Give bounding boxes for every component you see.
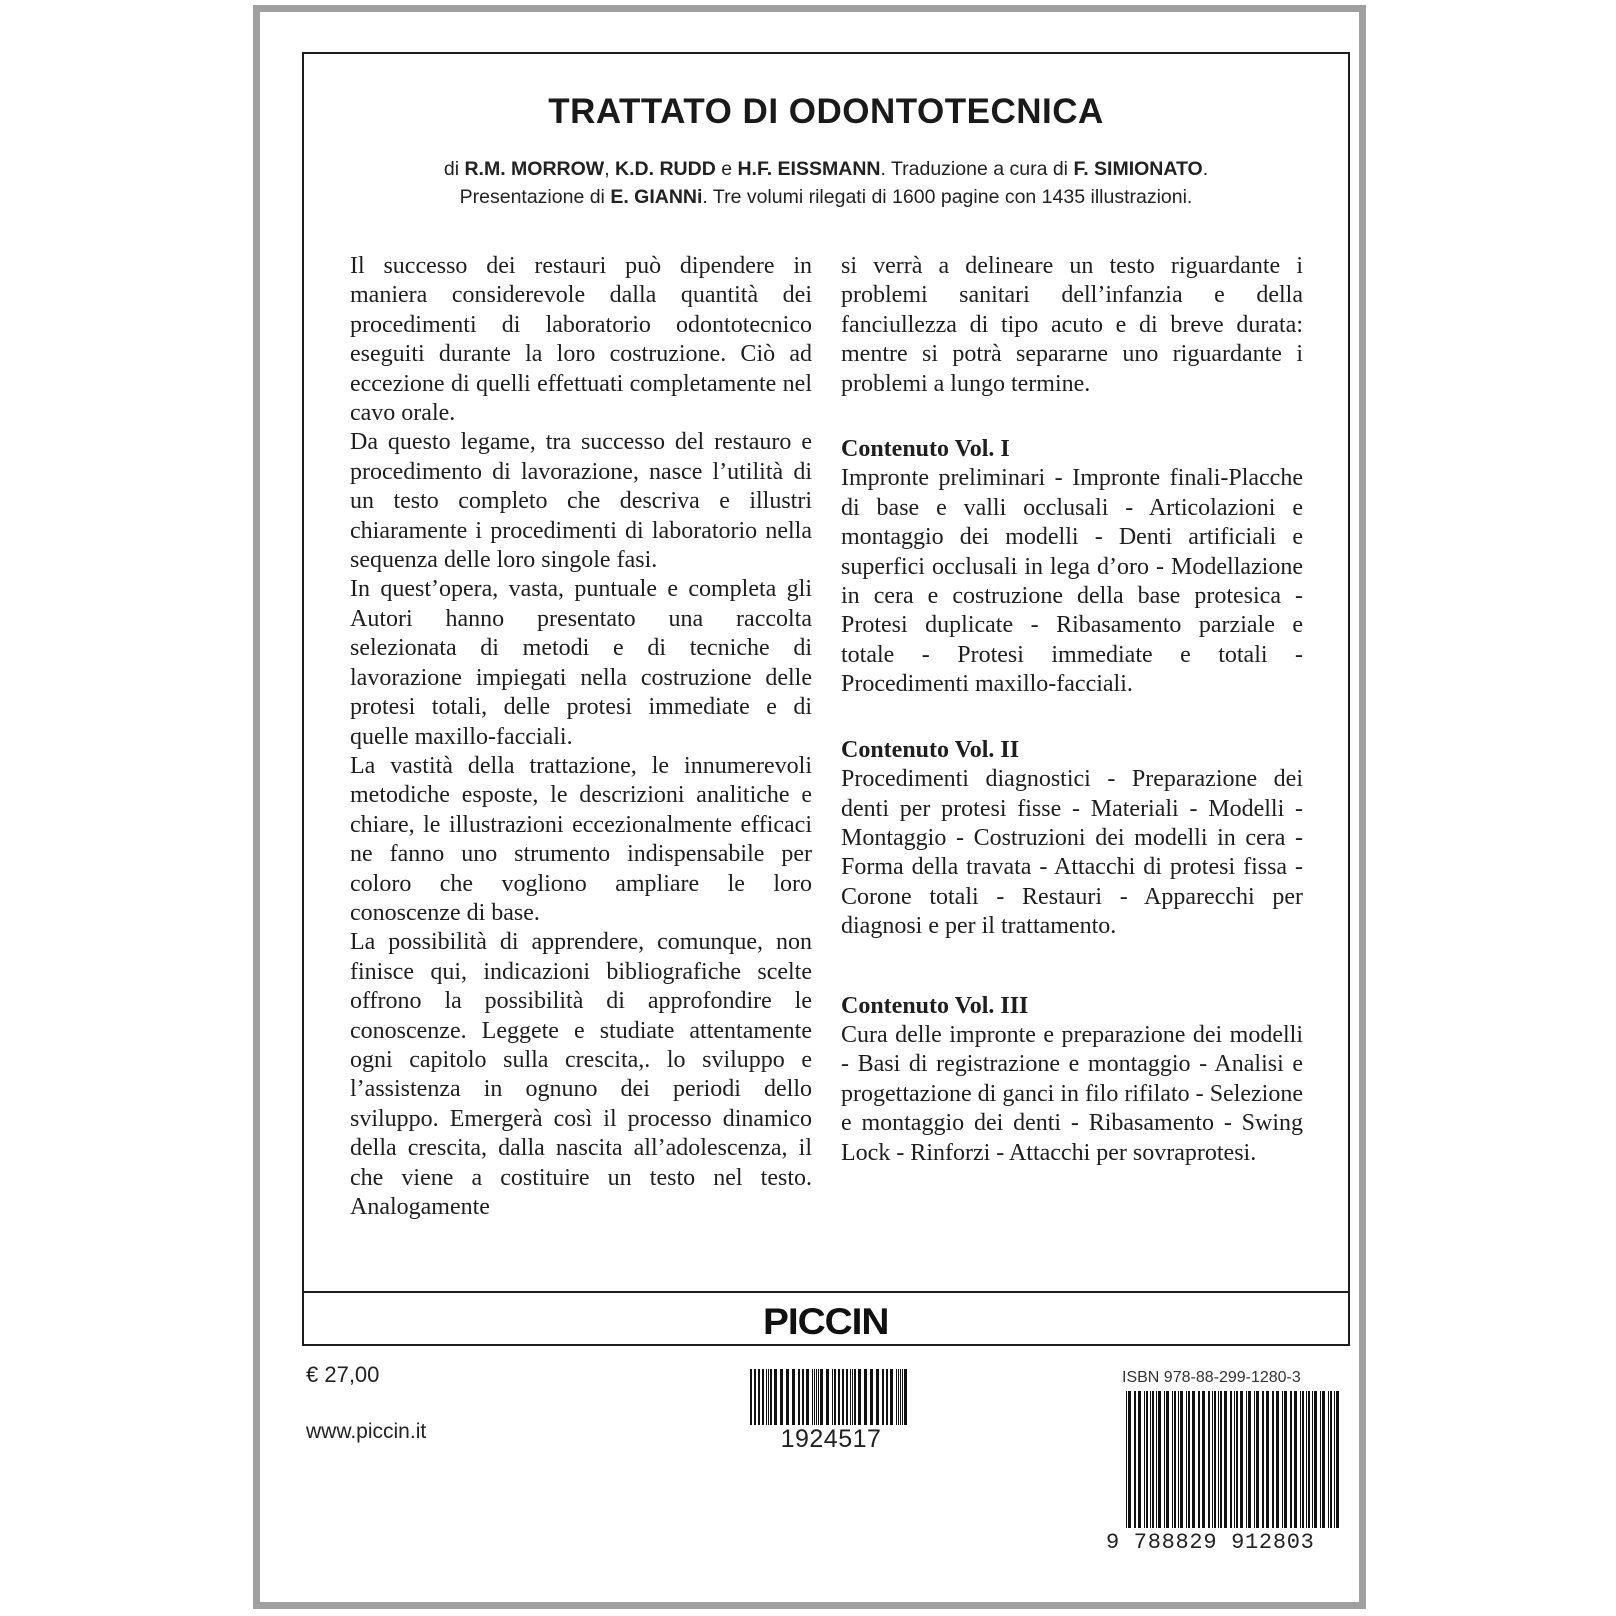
barcode-bar (1220, 1391, 1222, 1528)
barcode-bar (1320, 1391, 1321, 1528)
translator-name: F. SIMIONATO (1073, 158, 1203, 180)
barcode-bar (1328, 1391, 1329, 1528)
barcode-bar (770, 1369, 772, 1425)
barcode-bar (890, 1369, 893, 1425)
isbn-label: ISBN 978-88-299-1280-3 (1122, 1369, 1301, 1386)
volume-contents-text: Impronte preliminari - Impronte finali-Placche di base e valli occlusali - Articolazioni e montaggio dei modelli - Denti artificiali e superfici occlusali in lega d’oro - Modellazione in cera e costruzione della base protesica - Protesi duplicate - Ribasamento parziale e totale - Protesi immediate e totali - Procedimenti maxillo-facciali. (841, 465, 1303, 698)
barcode-bar (1198, 1391, 1200, 1528)
barcode-bar (774, 1369, 777, 1425)
barcode-bar (1174, 1391, 1176, 1528)
barcode-bar (1256, 1391, 1259, 1528)
barcode-bar (816, 1369, 817, 1425)
barcode-bar (1150, 1391, 1151, 1528)
publisher-website: www.piccin.it (306, 1420, 427, 1443)
book-title: TRATTATO DI ODONTOTECNICA (548, 92, 1104, 131)
barcode-bar (864, 1369, 867, 1425)
barcode-bar (870, 1369, 873, 1425)
barcode-bar (818, 1369, 819, 1425)
internal-code-number: 1924517 (780, 1425, 882, 1453)
separator: . (1202, 158, 1209, 180)
barcode-bar (814, 1369, 815, 1425)
barcode-bar (1312, 1391, 1313, 1528)
barcode-bar (1166, 1391, 1169, 1528)
barcode-bar (798, 1369, 800, 1425)
barcode-bar (854, 1369, 856, 1425)
barcode-bar (1336, 1391, 1339, 1528)
barcode-bar (1144, 1391, 1145, 1528)
credits-line-presentation (304, 186, 1348, 209)
barcode-bar (1138, 1391, 1141, 1528)
credits-prefix: di (443, 158, 465, 180)
barcode-bar (758, 1369, 760, 1425)
barcode-bar (1218, 1391, 1219, 1528)
barcode-bar (1308, 1391, 1310, 1528)
barcode-bar (1254, 1391, 1255, 1528)
barcode-bar (858, 1369, 861, 1425)
volume-2-contents (841, 736, 1303, 942)
barcode-bar (1192, 1391, 1195, 1528)
barcode-bar (896, 1369, 897, 1425)
barcode-bar (1306, 1391, 1307, 1528)
barcode-bar (766, 1369, 767, 1425)
price-label: € 27,00 (306, 1362, 380, 1387)
cover-text-frame (302, 52, 1350, 1346)
barcode-bar (876, 1369, 879, 1425)
barcode-bar (1276, 1391, 1279, 1528)
volume-heading: Contenuto Vol. I (841, 436, 1010, 463)
barcode-bar (768, 1369, 769, 1425)
barcode-bar (832, 1369, 833, 1425)
barcode-bar (792, 1369, 795, 1425)
description-left-column (350, 252, 812, 1222)
barcode-bar (1234, 1391, 1235, 1528)
barcode-bar (1212, 1391, 1213, 1528)
barcode-bar (1236, 1391, 1238, 1528)
barcode-bar (1180, 1391, 1183, 1528)
barcode-bar (846, 1369, 848, 1425)
barcode-bar (1202, 1391, 1205, 1528)
barcode-bar (1300, 1391, 1301, 1528)
barcode-bar (1302, 1391, 1304, 1528)
barcode-bar (1156, 1391, 1157, 1528)
barcode-bar (1330, 1391, 1332, 1528)
barcode-bar (1146, 1391, 1148, 1528)
barcode-bar (842, 1369, 844, 1425)
ean-barcode (1126, 1391, 1339, 1528)
barcode-bar (838, 1369, 840, 1425)
barcode-bar (1240, 1391, 1243, 1528)
ean-number: 9 788829 912803 (1106, 1530, 1315, 1555)
barcode-bar (1188, 1391, 1190, 1528)
volume-3-contents (841, 992, 1303, 1168)
description-paragraph: si verrà a delineare un testo riguardante i problemi sanitari dell’infanzia e della fanciullezza di tipo acuto e di breve durata: mentre si potrà separarne uno riguardante i problemi a lungo termine. (841, 253, 1303, 397)
barcode-bar (900, 1369, 901, 1425)
credits-line-authors (304, 158, 1348, 181)
barcode-bar (1230, 1391, 1232, 1528)
author-name: K.D. RUDD (615, 158, 716, 180)
author-name: R.M. MORROW (464, 158, 605, 180)
barcode-bar (1262, 1391, 1264, 1528)
barcode-bar (1134, 1391, 1136, 1528)
barcode-bar (886, 1369, 888, 1425)
barcode-bar (902, 1369, 903, 1425)
barcode-bar (826, 1369, 829, 1425)
barcode-bar (1164, 1391, 1165, 1528)
barcode-bar (1314, 1391, 1317, 1528)
volume-1-contents (841, 435, 1303, 700)
description-right-column (841, 252, 1303, 1168)
author-name: H.F. EISSMANN (737, 158, 881, 180)
barcode-bar (1158, 1391, 1161, 1528)
description-paragraph: In quest’opera, vasta, puntuale e completa gli Autori hanno presentato una raccolta selezionata di metodi e di tecniche di lavorazione impiegati nella costruzione delle protesi totali, delle protesi immediate e di quelle maxillo-facciali. (350, 576, 812, 750)
volume-heading: Contenuto Vol. III (841, 992, 1029, 1019)
barcode-bar (1284, 1391, 1287, 1528)
barcode-bar (750, 1369, 752, 1425)
barcode-bar (1152, 1391, 1154, 1528)
barcode-bar (1128, 1391, 1131, 1528)
barcode-bar (780, 1369, 783, 1425)
publisher-logo: PICCIN (763, 1300, 889, 1342)
barcode-bar (812, 1369, 813, 1425)
barcode-bar (786, 1369, 789, 1425)
volume-heading: Contenuto Vol. II (841, 736, 1020, 763)
barcode-bar (898, 1369, 899, 1425)
barcode-bar (1294, 1391, 1297, 1528)
description-paragraph: La possibilità di apprendere, comunque, non finisce qui, indicazioni bibliografiche scelte offrono la possibilità di approfondire le conoscenze. Leggete e studiate attentamente ogni capitolo sulla crescita,. lo sviluppo e l’assistenza in ognuno dei periodi dello sviluppo. Emergerà così il processo dinamico della crescita, dalla nascita all’adolescenza, il che viene a costituire un testo nel testo. Analogamente (350, 929, 812, 1220)
barcode-bar (1272, 1391, 1274, 1528)
barcode-bar (1224, 1391, 1227, 1528)
presenter-name: E. GIANNi (610, 186, 703, 208)
internal-barcode (750, 1369, 908, 1425)
barcode-bar (1290, 1391, 1292, 1528)
description-paragraph: Il successo dei restauri può dipendere in maniera considerevole dalla quantità dei procedimenti di laboratorio odontotecnico eseguiti durante la loro costruzione. Ciò ad eccezione di quelli effettuati completamente nel cavo orale. (350, 253, 812, 427)
barcode-bar (1334, 1391, 1335, 1528)
barcode-bar (834, 1369, 836, 1425)
separator: e (715, 158, 738, 180)
volume-contents-text: Procedimenti diagnostici - Preparazione dei denti per protesi fisse - Materiali - Modelli - Montaggio - Costruzioni dei modelli in cera - Forma della travata - Attacchi di protesi fissa - Corone totali - Restauri - Apparecchi per diagnosi e per il trattamento. (841, 766, 1303, 940)
barcode-bar (1266, 1391, 1269, 1528)
barcode-bar (1208, 1391, 1210, 1528)
barcode-bar (1214, 1391, 1216, 1528)
volumes-info: . Tre volumi rilegati di 1600 pagine con 1435 illustrazioni. (702, 186, 1193, 208)
barcode-bar (806, 1369, 809, 1425)
barcode-bar (1282, 1391, 1283, 1528)
barcode-bar (882, 1369, 884, 1425)
separator: , (604, 158, 616, 180)
barcode-bar (1322, 1391, 1325, 1528)
barcode-bar (802, 1369, 804, 1425)
barcode-bar (852, 1369, 853, 1425)
barcode-bar (1172, 1391, 1173, 1528)
publisher-bar (304, 1291, 1348, 1346)
barcode-bar (1178, 1391, 1179, 1528)
description-paragraph: Da questo legame, tra successo del restauro e procedimento di lavorazione, nasce l’utilità di un testo completo che descriva e illustri chiaramente i procedimenti di laboratorio nella sequenza delle loro singole fasi. (350, 429, 812, 574)
presentation-label: Presentazione di (459, 186, 611, 208)
barcode-bar (1126, 1391, 1127, 1528)
barcode-bar (1186, 1391, 1187, 1528)
barcode-bar (904, 1369, 907, 1425)
translation-label: . Traduzione a cura di (880, 158, 1074, 180)
barcode-bar (754, 1369, 756, 1425)
volume-contents-text: Cura delle impronte e preparazione dei modelli - Basi di registrazione e montaggio - Analisi e progettazione di ganci in filo rifilato - Selezione e montaggio dei denti - Ribasamento - Swing Lock - Rinforzi - Attacchi per sovraprotesi. (841, 1021, 1303, 1166)
barcode-bar (1248, 1391, 1251, 1528)
barcode-bar (820, 1369, 823, 1425)
barcode-bar (762, 1369, 764, 1425)
barcode-bar (1246, 1391, 1247, 1528)
barcode-bar (850, 1369, 851, 1425)
description-paragraph: La vastità della trattazione, le innumerevoli metodiche esposte, le descrizioni analitiche e chiare, le illustrazioni eccezionalmente efficaci ne fanno uno strumento indispensabile per coloro che vogliono ampliare le loro conoscenze di base. (350, 752, 812, 926)
